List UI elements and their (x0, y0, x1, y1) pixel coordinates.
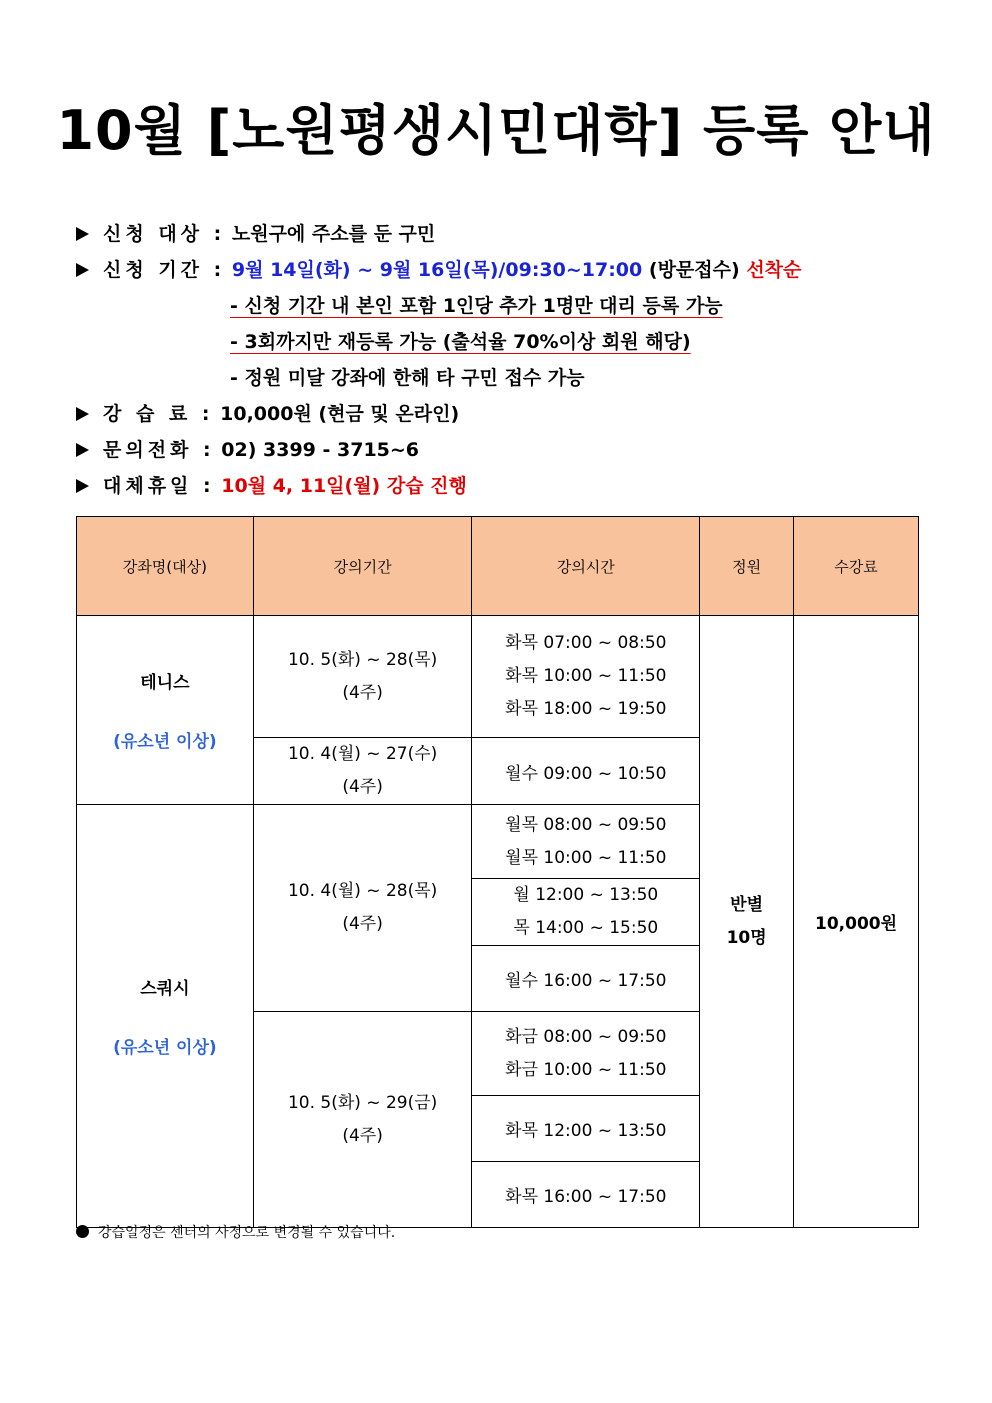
info-note-reregister: - 3회까지만 재등록 가능 (출석율 70%이상 회원 해당) (230, 331, 691, 353)
info-note-other-district: - 정원 미달 강좌에 한해 타 구민 접수 가능 (230, 367, 585, 389)
header-capacity: 정원 (700, 517, 794, 616)
header-course: 강좌명(대상) (77, 517, 254, 616)
tennis-times-1: 화목 07:00 ~ 08:50 화목 10:00 ~ 11:50 화목 18:00 ~ 19:50 (472, 616, 700, 738)
table-header-row (77, 517, 919, 616)
footnote: 강습일정은 센터의 사정으로 변경될 수 있습니다. (76, 1222, 395, 1242)
header-tuition: 수강료 (794, 517, 919, 616)
squash-times-1c: 월수 16:00 ~ 17:50 (472, 946, 700, 1012)
triangle-bullet-icon (76, 443, 89, 457)
squash-times-2b: 화목 12:00 ~ 13:50 (472, 1096, 700, 1162)
triangle-bullet-icon (76, 479, 89, 493)
triangle-bullet-icon (76, 263, 89, 277)
squash-period-2: 10. 5(화) ~ 29(금) (4주) (253, 1012, 472, 1228)
tennis-period-2: 10. 4(월) ~ 27(수) (4주) (253, 738, 472, 805)
schedule-table (76, 516, 919, 1228)
capacity-cell: 반별 10명 (700, 616, 794, 1228)
squash-times-1a: 월목 08:00 ~ 09:50 월목 10:00 ~ 11:50 (472, 805, 700, 879)
table-row (77, 616, 919, 738)
squash-times-2a: 화금 08:00 ~ 09:50 화금 10:00 ~ 11:50 (472, 1012, 700, 1096)
info-note-proxy: - 신청 기간 내 본인 포함 1인당 추가 1명만 대리 등록 가능 (230, 295, 723, 317)
info-fee: 강 습 료 : 10,000원 (현금 및 온라인) (76, 400, 936, 436)
squash-times-2c: 화목 16:00 ~ 17:50 (472, 1162, 700, 1228)
header-time: 강의시간 (472, 517, 700, 616)
squash-times-1b: 월 12:00 ~ 13:50 목 14:00 ~ 15:50 (472, 879, 700, 946)
info-holiday: 대체휴일 : 10월 4, 11일(월) 강습 진행 (76, 472, 936, 508)
info-target: 신청 대상 : 노원구에 주소를 둔 구민 (76, 220, 936, 256)
info-phone: 문의전화 : 02) 3399 - 3715~6 (76, 436, 936, 472)
triangle-bullet-icon (76, 407, 89, 421)
info-section (76, 220, 936, 508)
page-title: 10월 [노원평생시민대학] 등록 안내 (56, 99, 936, 162)
squash-period-1: 10. 4(월) ~ 28(목) (4주) (253, 805, 472, 1012)
course-tennis: 테니스 (유소년 이상) (77, 616, 254, 805)
tennis-period-1: 10. 5(화) ~ 28(목) (4주) (253, 616, 472, 738)
course-squash: 스쿼시 (유소년 이상) (77, 805, 254, 1228)
info-period: 신청 기간 : 9월 14일(화) ~ 9월 16일(목)/09:30~17:00 (방문접수) 선착순 (76, 256, 936, 292)
header-period: 강의기간 (253, 517, 472, 616)
tennis-times-2: 월수 09:00 ~ 10:50 (472, 738, 700, 805)
triangle-bullet-icon (76, 227, 89, 241)
bullet-dot-icon (76, 1225, 89, 1238)
tuition-cell: 10,000원 (794, 616, 919, 1228)
